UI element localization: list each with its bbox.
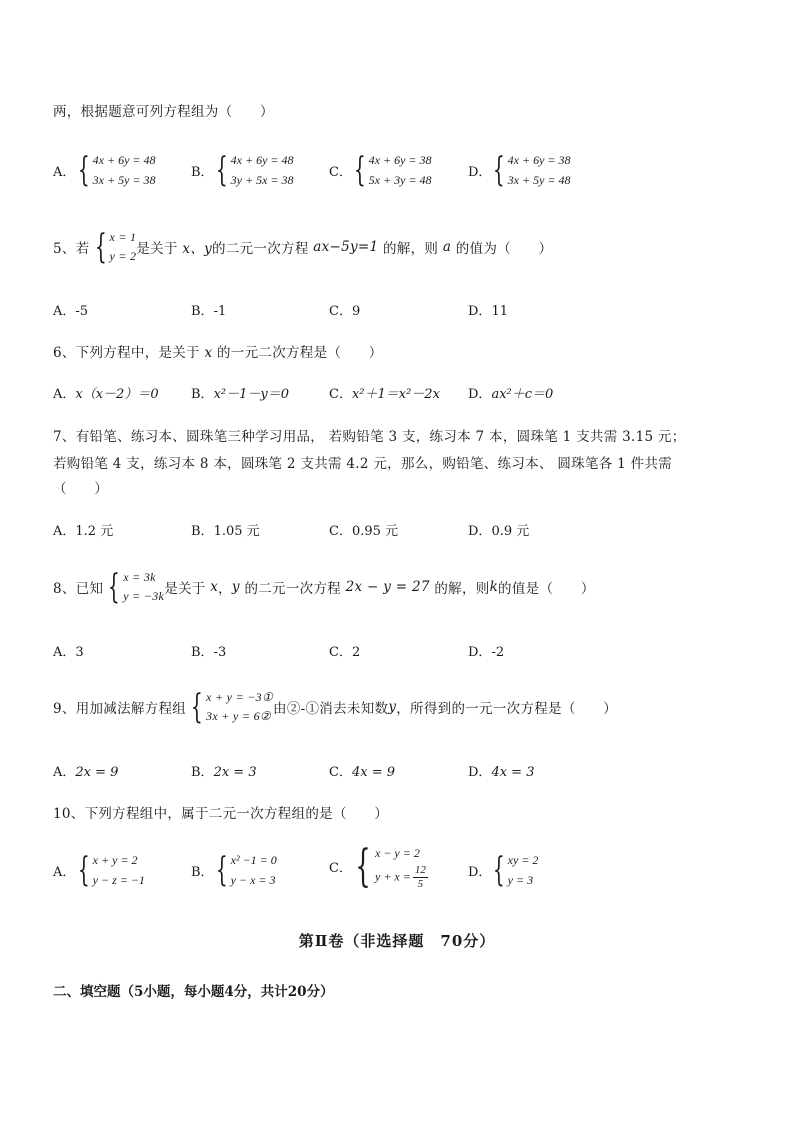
brace-icon: { <box>77 150 90 190</box>
equation-row: 4x + 6y = 38 <box>368 153 432 167</box>
option-text: x²－1－y＝0 <box>213 387 289 402</box>
question-number: 8、已知 <box>53 581 104 597</box>
question-text: 的一元二次方程是（ ） <box>217 345 383 361</box>
brace-icon: { <box>215 150 228 190</box>
option-label: D． <box>468 765 492 780</box>
q8-option-b <box>191 641 226 660</box>
equation-row: x + y = −3① <box>206 690 274 704</box>
option-label: D． <box>468 304 492 319</box>
variable: x <box>210 579 219 595</box>
question-text: 6、下列方程中，是关于 <box>53 345 200 361</box>
q10-stem: 10、下列方程组中，属于二元一次方程组的是（ ） <box>53 806 389 822</box>
q5-option-a <box>53 300 88 319</box>
equation-row <box>375 864 428 891</box>
q8-option-a <box>53 641 84 660</box>
equation-row: 4x + 6y = 48 <box>92 153 156 167</box>
equation-row: y = 3 <box>507 873 534 887</box>
q10-option-b <box>191 850 277 890</box>
fraction <box>413 864 428 891</box>
q6-option-b <box>191 383 289 402</box>
q9-option-a <box>53 761 118 780</box>
equation-left: y + x = <box>375 869 411 884</box>
variable: x <box>204 345 213 361</box>
equation-row: 5x + 3y = 48 <box>368 173 432 187</box>
equation-row: 3y + 5x = 38 <box>230 173 294 187</box>
q7-option-a <box>53 520 113 539</box>
q6-option-c <box>329 383 440 402</box>
variable: a <box>442 239 452 255</box>
q10-option-a <box>53 850 145 890</box>
option-text: 1.2 元 <box>75 524 114 539</box>
equation-row: x = 1 <box>109 230 137 244</box>
q7-option-d <box>468 520 529 539</box>
equation-row: xy = 2 <box>507 853 539 867</box>
brace-icon: { <box>492 150 505 190</box>
option-label: C． <box>329 387 352 402</box>
option-text: -3 <box>213 645 227 660</box>
option-text: -5 <box>75 304 89 319</box>
brace-icon: { <box>215 850 228 890</box>
equation-row: x = 3k <box>123 570 156 584</box>
option-text: -2 <box>491 645 505 660</box>
option-label: C． <box>329 164 352 180</box>
variable: k <box>489 579 499 595</box>
brace-icon: { <box>355 840 371 892</box>
equation-row: y = −3k <box>123 589 165 603</box>
option-text: 11 <box>491 304 508 319</box>
question-text: 的解，则 <box>434 581 490 597</box>
equation-row: 4x + 6y = 48 <box>230 153 294 167</box>
q6-option-d <box>468 383 553 402</box>
q8-option-c <box>329 641 360 660</box>
option-text: -1 <box>213 304 227 319</box>
q5-stem <box>53 228 552 266</box>
equation: ax−5y=1 <box>313 239 379 255</box>
option-label: D． <box>468 387 492 402</box>
q7-line-1: 7、有铅笔、练习本、圆珠笔三种学习用品， 若购铅笔 3 支，练习本 7 本，圆珠笔 1 支共需 3.15 元； <box>53 429 686 445</box>
q5-option-b <box>191 300 226 319</box>
question-text: 的值是（ ） <box>498 581 595 597</box>
option-label: A． <box>53 645 76 660</box>
variables: x、y <box>182 241 213 257</box>
equation-row: 4x + 6y = 38 <box>507 153 571 167</box>
option-label: D． <box>468 524 492 539</box>
brace-icon: { <box>94 227 107 267</box>
q4-option-c <box>329 150 432 190</box>
q9-option-c <box>329 761 395 780</box>
question-text: 的值为（ ） <box>455 241 553 257</box>
equation: 2x − y = 27 <box>345 579 430 595</box>
question-text: 是关于 <box>164 581 206 597</box>
q6-option-a <box>53 383 159 402</box>
equation-row: 3x + 5y = 38 <box>92 173 156 187</box>
option-label: B． <box>191 164 214 180</box>
option-text: 4x = 3 <box>491 765 535 780</box>
option-label: C． <box>329 765 352 780</box>
option-text: 2x = 9 <box>75 765 119 780</box>
option-label: C． <box>329 645 352 660</box>
brace-icon: { <box>108 567 121 607</box>
option-label: B． <box>191 645 214 660</box>
q7-option-b <box>191 520 260 539</box>
q7-option-c <box>329 520 398 539</box>
fraction-numerator: 12 <box>414 864 426 876</box>
q9-stem <box>53 688 617 726</box>
question-number: 5、若 <box>53 241 90 257</box>
equation-row: 3x + y = 6② <box>206 709 271 723</box>
option-text: 4x = 9 <box>351 765 395 780</box>
option-text: 1.05 元 <box>213 524 260 539</box>
q5-option-c <box>329 300 360 319</box>
q4-stem-tail: 两，根据题意可列方程组为（ ） <box>53 104 274 120</box>
option-label: B． <box>191 864 214 880</box>
brace-icon: { <box>353 150 366 190</box>
question-text: 由②-①消去未知数 <box>273 701 389 717</box>
option-label: B． <box>191 304 214 319</box>
section-title: 第Ⅱ卷（非选择题 70分） <box>298 932 496 950</box>
equation-row: y − x = 3 <box>230 873 276 887</box>
equation-row: 3x + 5y = 48 <box>507 173 571 187</box>
option-label: A． <box>53 387 76 402</box>
q9-option-d <box>468 761 534 780</box>
question-text: 的解，则 <box>383 241 439 257</box>
q6-stem <box>53 341 383 361</box>
option-text: 3 <box>75 645 84 660</box>
option-label: A． <box>53 524 76 539</box>
option-label: B． <box>191 765 214 780</box>
option-label: A． <box>53 765 76 780</box>
option-label: C． <box>329 861 352 876</box>
option-label: B． <box>191 524 214 539</box>
equation-row: y = 2 <box>109 249 137 263</box>
variable: y <box>231 579 240 595</box>
equation-row: x² −1 = 0 <box>230 853 277 867</box>
option-label: C． <box>329 524 352 539</box>
option-text: ax²＋c＝0 <box>491 387 554 402</box>
fraction-denominator: 5 <box>417 878 424 890</box>
q7-line-2: 若购铅笔 4 支，练习本 8 本，圆珠笔 2 支共需 4.2 元，那么，购铅笔、练习本、 圆珠笔各 1 件共需 <box>53 456 673 472</box>
q4-option-a <box>53 150 156 190</box>
option-text: x（x－2）＝0 <box>75 387 159 402</box>
option-text: 0.95 元 <box>351 524 399 539</box>
option-label: C． <box>329 304 352 319</box>
option-text: 0.9 元 <box>491 524 530 539</box>
q10-option-c <box>329 842 428 891</box>
option-text: 2 <box>351 645 361 660</box>
option-label: A． <box>53 304 76 319</box>
option-label: D． <box>468 864 492 880</box>
q8-option-d <box>468 641 504 660</box>
option-text: 2x = 3 <box>213 765 257 780</box>
option-label: A． <box>53 164 76 180</box>
option-label: A． <box>53 864 76 880</box>
equation-row: x − y = 2 <box>375 846 420 860</box>
section-subtitle: 二、填空题（5小题，每小题4分，共计20分） <box>53 984 334 1000</box>
question-text: 的二元一次方程 <box>212 241 309 257</box>
q4-option-b <box>191 150 294 190</box>
q10-option-d <box>468 850 538 890</box>
equation-row: y − z = −1 <box>92 873 145 887</box>
option-text: 9 <box>351 304 361 319</box>
q5-option-d <box>468 300 508 319</box>
separator: ， <box>218 581 232 597</box>
option-label: D． <box>468 164 492 180</box>
question-text: 的二元一次方程 <box>244 581 342 597</box>
q8-stem <box>53 568 595 606</box>
brace-icon: { <box>77 850 90 890</box>
question-text: 是关于 <box>136 241 178 257</box>
option-text: x²＋1＝x²－2x <box>351 387 440 402</box>
brace-icon: { <box>492 850 505 890</box>
q7-line-3: （ ） <box>53 481 109 497</box>
question-text: ，所得到的一元一次方程是（ ） <box>396 701 618 717</box>
question-number: 9、用加减法解方程组 <box>53 701 187 717</box>
q9-option-b <box>191 761 257 780</box>
equation-row: x + y = 2 <box>92 853 138 867</box>
brace-icon: { <box>191 687 204 727</box>
option-label: D． <box>468 645 492 660</box>
option-label: B． <box>191 387 214 402</box>
variable: y <box>388 699 397 715</box>
q4-option-d <box>468 150 571 190</box>
